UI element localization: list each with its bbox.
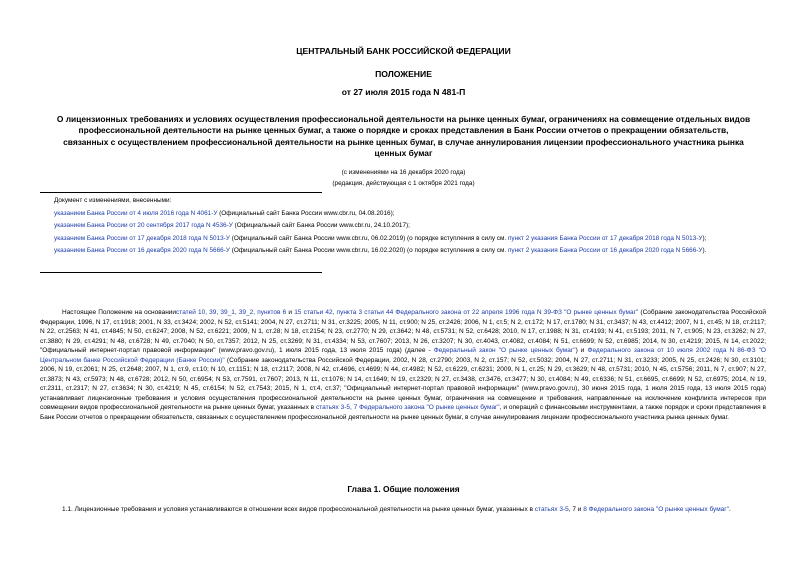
amendment-link[interactable]: указанием Банка России от 16 декабря 2020 года N 5666-У xyxy=(54,247,230,255)
clause-1-1-end: . xyxy=(728,506,731,513)
changes-bottom-divider xyxy=(40,272,322,273)
amendment-text: (Официальный сайт Банка России www.cbr.ru, 04.08.2016); xyxy=(217,209,395,217)
preamble-sources-1: (Собрание законодательства Российской Федерации, 1996, N 17, ст.1918; 2001, N 33, ст.3424; 2002, N 52, ст.5141; 2004, N 27, ст.2711; N 31, ст.3225; 2005, N 11, ст.900; N 25, ст.2426; 2006, N 1, ст.5; N 2, ст.172; N 17, ст.1780; N 31, ст.3437; N 43, ст.4412; 2007, N 1, ст.45; N 18, ст.2117; N 22, ст.2563; N 41, ст.4845; N 50, ст.6247; 2008, N 52, ст.6221; 2009, N 1, ст.28; N 18, ст.2154; N 23, ст.2770; N 29, ст.3642; N 48, ст.5731; N 52, ст.6428; 2010, N 17, ст.1988; N 31, ст.4193; N 41, ст.5193; 2011, N 7, ст.905; N 23, ст.3262; N 27, ст.3880; N 29, ст.4291; N 48, ст.6728; N 49, ст.7040; N 50, ст.7357; 2012, N 25, ст.3269; N 31, ст.4334; N 53, ст.7607; 2013, N 26, ст.3207; N 30, ст.4043, ст.4082, ст.4084; N 51, ст.6699; N 52, ст.6985; 2014, N 30, ст.4219; 2015, N 14, ст.2022; "Официальный интернет-портал правовой информации" (www.pravo.gov.ru), 1 июля 2015 года, 13 июля 2015 года) (далее - xyxy=(40,309,766,354)
amendment-item xyxy=(54,246,770,256)
law-39fz-link[interactable]: 15 статьи 42, пункта 3 статьи 44 Федерального закона от 22 апреля 1996 года N 39-ФЗ "О рынке ценных бумаг" xyxy=(294,309,639,316)
articles-3-5-7-link[interactable]: статьях 3-5, 7 Федерального закона "О рынке ценных бумаг" xyxy=(316,404,500,411)
bank-name: ЦЕНТРАЛЬНЫЙ БАНК РОССИЙСКОЙ ФЕДЕРАЦИИ xyxy=(296,46,511,56)
chapter-heading: Глава 1. Общие положения xyxy=(347,484,460,494)
amendment-tail: ); xyxy=(702,234,707,242)
amendment-tail: ). xyxy=(702,247,707,255)
amendments-lead: Документ с изменениями, внесенными: xyxy=(54,197,172,204)
preamble-intro: Настоящее Положение на основании xyxy=(62,309,177,316)
changes-top-divider xyxy=(40,192,322,193)
amendment-link[interactable]: указанием Банка России от 17 декабря 2018 года N 5013-У xyxy=(54,234,230,242)
preamble-sources-2: (Собрание законодательства Российской Федерации, 2002, N 28, ст.2790; 2003, N 2, ст.157; N 52, ст.5032; 2004, N 27, ст.2711; N 31, ст.3233; 2005, N 25, ст.2426; N 30, ст.3101; 2006, N 19, ст.2061; N 25, ст.2648; 2007, N 1, ст.9, ст.10; N 10, ст.1151; N 18, ст.2117; 2008, N 42, ст.4696, ст.4699; N 44, ст.4982; N 52, ст.6229, ст.6231; 2009, N 1, ст.25; N 29, ст.3629; N 48, ст.5731; 2010, N 45, ст.5756; 2011, N 7, ст.907; N 27, ст.3873; N 43, ст.5973; N 48, ст.6728; 2012, N 50, ст.6954; N 53, ст.7591, ст.7607; 2013, N 11, ст.1076; N 14, ст.1649; N 19, ст.2329; N 27, ст.3438, ст.3476, ст.3477; N 30, ст.4084; N 49, ст.6336; N 51, ст.6695, ст.6699; N 52, ст.6975; 2014, N 19, ст.2311, ст.2317; N 27, ст.3634; N 30, ст.4219; N 45, ст.6154; N 52, ст.7543; 2015, N 1, ст.4, ст.37; "Официальный интернет-портал правовой информации" (www.pravo.gov.ru), 30 июня 2015 года, 1 июля 2015 года, 13 июля 2015 года) устанавливает лицензионные требования и условия осуществления профессиональной деятельности на рынке ценных бумаг, ограничения на совмещение и требования, направленные на исключение конфликта интересов при совмещении видов профессиональной деятельности на рынке ценных бумаг, указанных в xyxy=(40,356,766,411)
preamble-joiner: ) и xyxy=(575,347,588,354)
edition-changes-note: (с изменениями на 16 декабря 2020 года) xyxy=(341,169,466,176)
amendment-text: (Официальный сайт Банка России www.cbr.ru, 06.02.2019) (о порядке вступления в силу см. xyxy=(229,234,508,242)
securities-law-link[interactable]: Федеральный закон "О рынке ценных бумаг" xyxy=(433,347,576,354)
amendment-effective-link[interactable]: пункт 2 указания Банка России от 16 декабря 2020 года N 5666-У xyxy=(507,247,703,255)
clause-1-1-text: 1.1. Лицензионные требования и условия устанавливаются в отношении всех видов профессиональной деятельности на рынке ценных бумаг, указанных в xyxy=(62,506,535,513)
preamble-paragraph xyxy=(40,308,766,422)
amendment-text: (Официальный сайт Банка России www.cbr.ru, 16.02.2020) (о порядке вступления в силу см. xyxy=(229,247,508,255)
amendment-effective-link[interactable]: пункт 2 указания Банка России от 17 декабря 2018 года N 5013-У xyxy=(507,234,703,242)
preamble-purpose: , и операций с финансовыми инструментами, а также порядок и сроки представления в Банк России отчетов о прекращении обязательств, связанных с осуществлением профессиональной деятельности на рынке ценных бумаг, в случае аннулирования лицензии профессионального участника рынка ценных бумаг. xyxy=(40,404,766,421)
article-8-law-link[interactable]: 8 Федерального закона "О рынке ценных бумаг" xyxy=(583,506,729,513)
clause-1-1-mid: , 7 и xyxy=(568,506,584,513)
clause-1-1 xyxy=(40,505,766,515)
central-bank-law-link[interactable]: Федерального закона от 10 июля 2002 года N 86-ФЗ "О Центральном банке Российской Федерации (Банке России)" xyxy=(40,347,766,364)
document-date-number: от 27 июля 2015 года N 481-П xyxy=(341,87,466,97)
document-type: ПОЛОЖЕНИЕ xyxy=(375,69,432,79)
amendment-link[interactable]: указанием Банка России от 20 сентября 2017 года N 4536-У xyxy=(54,222,233,230)
amendment-item xyxy=(54,209,770,219)
amendment-item xyxy=(54,221,770,231)
preamble-and: и xyxy=(286,309,295,316)
articles-3-5-link[interactable]: статьях 3-5 xyxy=(534,506,569,513)
amendment-text: (Официальный сайт Банка России www.cbr.ru, 24.10.2017); xyxy=(232,222,410,230)
amendments-block xyxy=(54,196,770,259)
amendment-item xyxy=(54,234,770,244)
document-title: О лицензионных требованиях и условиях осуществления профессиональной деятельности на рынке ценных бумаг, ограничениях на совмещение отдельных видов профессиональной деятельности на рынке ценных бумаг, а также о порядке и сроках представления в Банк России отчетов о прекращении обязательств, связанных с осуществлением профессиональной деятельности на рынке ценных бумаг, в случае аннулирования лицензии профессионального участника рынка ценных бумаг xyxy=(56,114,751,159)
law-articles-link[interactable]: статей 10, 39, 39_1, 39_2, пунктов 6 xyxy=(176,309,287,316)
amendment-link[interactable]: указанием Банка России от 4 июля 2016 года N 4061-У xyxy=(54,209,218,217)
edition-current-note: (редакция, действующая с 1 октября 2021 года) xyxy=(332,180,475,187)
